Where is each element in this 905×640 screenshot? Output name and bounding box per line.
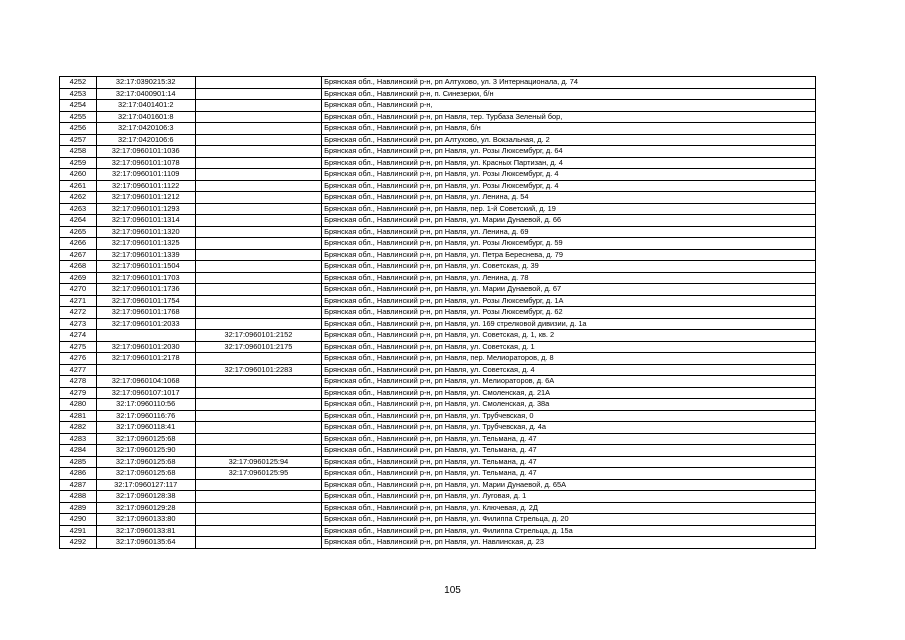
row-number-cell: 4263 xyxy=(60,203,97,215)
row-number-cell: 4255 xyxy=(60,111,97,123)
address-cell: Брянская обл., Навлинский р-н, рп Алтухово, ул. 3 Интернационала, д. 74 xyxy=(322,77,816,89)
row-number-cell: 4272 xyxy=(60,307,97,319)
cadastral-number-cell: 32:17:0960118:41 xyxy=(96,422,195,434)
address-cell: Брянская обл., Навлинский р-н, рп Навля, ул. Тельмана, д. 47 xyxy=(322,468,816,480)
row-number-cell: 4258 xyxy=(60,146,97,158)
address-cell: Брянская обл., Навлинский р-н, рп Навля, ул. Розы Люксембург, д. 4 xyxy=(322,169,816,181)
related-cadastral-number-cell xyxy=(195,514,322,526)
address-cell: Брянская обл., Навлинский р-н, рп Навля, ул. Трубчевская, 0 xyxy=(322,410,816,422)
table-row xyxy=(60,525,816,537)
address-cell: Брянская обл., Навлинский р-н, рп Навля, ул. Луговая, д. 1 xyxy=(322,491,816,503)
related-cadastral-number-cell xyxy=(195,525,322,537)
related-cadastral-number-cell xyxy=(195,410,322,422)
cadastral-number-cell: 32:17:0960129:28 xyxy=(96,502,195,514)
row-number-cell: 4257 xyxy=(60,134,97,146)
row-number-cell: 4277 xyxy=(60,364,97,376)
row-number-cell: 4259 xyxy=(60,157,97,169)
related-cadastral-number-cell xyxy=(195,77,322,89)
row-number-cell: 4287 xyxy=(60,479,97,491)
table-row xyxy=(60,226,816,238)
cadastral-number-cell: 32:17:0960133:80 xyxy=(96,514,195,526)
row-number-cell: 4254 xyxy=(60,100,97,112)
row-number-cell: 4268 xyxy=(60,261,97,273)
row-number-cell: 4267 xyxy=(60,249,97,261)
cadastral-number-cell: 32:17:0960101:1212 xyxy=(96,192,195,204)
address-cell: Брянская обл., Навлинский р-н, рп Алтухово, ул. Вокзальная, д. 2 xyxy=(322,134,816,146)
related-cadastral-number-cell xyxy=(195,238,322,250)
cadastral-number-cell: 32:17:0960101:1314 xyxy=(96,215,195,227)
cadastral-number-cell: 32:17:0960101:2030 xyxy=(96,341,195,353)
row-number-cell: 4282 xyxy=(60,422,97,434)
table-row xyxy=(60,77,816,89)
table-row xyxy=(60,100,816,112)
cadastral-number-cell: 32:17:0960128:38 xyxy=(96,491,195,503)
row-number-cell: 4270 xyxy=(60,284,97,296)
address-cell: Брянская обл., Навлинский р-н, рп Навля, пер. 1-й Советский, д. 19 xyxy=(322,203,816,215)
address-cell: Брянская обл., Навлинский р-н, рп Навля, ул. Ключевая, д. 2Д xyxy=(322,502,816,514)
related-cadastral-number-cell xyxy=(195,169,322,181)
related-cadastral-number-cell xyxy=(195,376,322,388)
row-number-cell: 4252 xyxy=(60,77,97,89)
row-number-cell: 4286 xyxy=(60,468,97,480)
table-row xyxy=(60,134,816,146)
cadastral-number-cell: 32:17:0960101:1320 xyxy=(96,226,195,238)
related-cadastral-number-cell xyxy=(195,157,322,169)
related-cadastral-number-cell xyxy=(195,249,322,261)
address-cell: Брянская обл., Навлинский р-н, рп Навля, ул. 169 стрелковой дивизии, д. 1а xyxy=(322,318,816,330)
address-cell: Брянская обл., Навлинский р-н, рп Навля, ул. Петра Береснева, д. 79 xyxy=(322,249,816,261)
table-row xyxy=(60,180,816,192)
table-row xyxy=(60,445,816,457)
related-cadastral-number-cell xyxy=(195,146,322,158)
related-cadastral-number-cell xyxy=(195,445,322,457)
table-row xyxy=(60,88,816,100)
cadastral-number-cell: 32:17:0960101:1504 xyxy=(96,261,195,273)
address-cell: Брянская обл., Навлинский р-н, рп Навля, ул. Тельмана, д. 47 xyxy=(322,456,816,468)
address-cell: Брянская обл., Навлинский р-н, рп Навля, ул. Тельмана, д. 47 xyxy=(322,433,816,445)
cadastral-number-cell: 32:17:0960133:81 xyxy=(96,525,195,537)
cadastral-number-cell: 32:17:0960101:1325 xyxy=(96,238,195,250)
related-cadastral-number-cell xyxy=(195,272,322,284)
table-row xyxy=(60,479,816,491)
related-cadastral-number-cell xyxy=(195,318,322,330)
row-number-cell: 4281 xyxy=(60,410,97,422)
cadastral-number-cell: 32:17:0960101:1754 xyxy=(96,295,195,307)
address-cell: Брянская обл., Навлинский р-н, рп Навля, ул. Трубчевская, д. 4а xyxy=(322,422,816,434)
address-cell: Брянская обл., Навлинский р-н, п. Синезерки, б/н xyxy=(322,88,816,100)
row-number-cell: 4290 xyxy=(60,514,97,526)
row-number-cell: 4279 xyxy=(60,387,97,399)
table-row xyxy=(60,146,816,158)
cadastral-number-cell: 32:17:0401601:8 xyxy=(96,111,195,123)
table-row xyxy=(60,169,816,181)
related-cadastral-number-cell: 32:17:0960125:94 xyxy=(195,456,322,468)
row-number-cell: 4256 xyxy=(60,123,97,135)
cadastral-number-cell: 32:17:0960125:68 xyxy=(96,468,195,480)
table-row xyxy=(60,330,816,342)
related-cadastral-number-cell xyxy=(195,123,322,135)
cadastral-number-cell: 32:17:0960125:68 xyxy=(96,456,195,468)
address-cell: Брянская обл., Навлинский р-н, рп Навля, ул. Красных Партизан, д. 4 xyxy=(322,157,816,169)
table-row xyxy=(60,318,816,330)
cadastral-number-cell: 32:17:0420106:3 xyxy=(96,123,195,135)
address-cell: Брянская обл., Навлинский р-н, xyxy=(322,100,816,112)
address-cell: Брянская обл., Навлинский р-н, рп Навля, ул. Розы Люксембург, д. 62 xyxy=(322,307,816,319)
related-cadastral-number-cell xyxy=(195,180,322,192)
address-cell: Брянская обл., Навлинский р-н, рп Навля, тер. Турбаза Зеленый бор, xyxy=(322,111,816,123)
address-cell: Брянская обл., Навлинский р-н, рп Навля, ул. Розы Люксембург, д. 59 xyxy=(322,238,816,250)
table-row xyxy=(60,422,816,434)
table-row xyxy=(60,376,816,388)
table-row xyxy=(60,433,816,445)
address-cell: Брянская обл., Навлинский р-н, рп Навля, ул. Ленина, д. 78 xyxy=(322,272,816,284)
table-row xyxy=(60,215,816,227)
row-number-cell: 4291 xyxy=(60,525,97,537)
row-number-cell: 4253 xyxy=(60,88,97,100)
table-row xyxy=(60,514,816,526)
table-row xyxy=(60,261,816,273)
cadastral-number-cell: 32:17:0401401:2 xyxy=(96,100,195,112)
table-row xyxy=(60,399,816,411)
table-row xyxy=(60,203,816,215)
table-row xyxy=(60,111,816,123)
related-cadastral-number-cell xyxy=(195,491,322,503)
row-number-cell: 4261 xyxy=(60,180,97,192)
table-row xyxy=(60,387,816,399)
address-cell: Брянская обл., Навлинский р-н, рп Навля, ул. Советская, д. 39 xyxy=(322,261,816,273)
address-cell: Брянская обл., Навлинский р-н, рп Навля, ул. Марии Дунаевой, д. 65А xyxy=(322,479,816,491)
cadastral-number-cell: 32:17:0400901:14 xyxy=(96,88,195,100)
related-cadastral-number-cell xyxy=(195,100,322,112)
row-number-cell: 4276 xyxy=(60,353,97,365)
cadastral-number-cell: 32:17:0960135:64 xyxy=(96,537,195,549)
cadastral-number-cell: 32:17:0960101:1078 xyxy=(96,157,195,169)
cadastral-number-cell: 32:17:0960101:1036 xyxy=(96,146,195,158)
table-row xyxy=(60,272,816,284)
table-row xyxy=(60,410,816,422)
related-cadastral-number-cell xyxy=(195,88,322,100)
address-cell: Брянская обл., Навлинский р-н, рп Навля, ул. Марии Дунаевой, д. 67 xyxy=(322,284,816,296)
cadastral-number-cell: 32:17:0960110:56 xyxy=(96,399,195,411)
row-number-cell: 4271 xyxy=(60,295,97,307)
row-number-cell: 4265 xyxy=(60,226,97,238)
row-number-cell: 4262 xyxy=(60,192,97,204)
related-cadastral-number-cell xyxy=(195,399,322,411)
related-cadastral-number-cell xyxy=(195,203,322,215)
related-cadastral-number-cell: 32:17:0960101:2152 xyxy=(195,330,322,342)
cadastral-number-cell: 32:17:0390215:32 xyxy=(96,77,195,89)
related-cadastral-number-cell xyxy=(195,261,322,273)
address-cell: Брянская обл., Навлинский р-н, рп Навля, ул. Розы Люксембург, д. 64 xyxy=(322,146,816,158)
row-number-cell: 4285 xyxy=(60,456,97,468)
related-cadastral-number-cell xyxy=(195,537,322,549)
address-cell: Брянская обл., Навлинский р-н, рп Навля, ул. Советская, д. 4 xyxy=(322,364,816,376)
cadastral-number-cell: 32:17:0960125:90 xyxy=(96,445,195,457)
address-cell: Брянская обл., Навлинский р-н, рп Навля, ул. Марии Дунаевой, д. 66 xyxy=(322,215,816,227)
cadastral-number-cell: 32:17:0960101:1122 xyxy=(96,180,195,192)
table-row xyxy=(60,295,816,307)
related-cadastral-number-cell xyxy=(195,502,322,514)
address-cell: Брянская обл., Навлинский р-н, рп Навля, ул. Ленина, д. 54 xyxy=(322,192,816,204)
row-number-cell: 4269 xyxy=(60,272,97,284)
cadastral-number-cell: 32:17:0960125:68 xyxy=(96,433,195,445)
address-cell: Брянская обл., Навлинский р-н, рп Навля, ул. Тельмана, д. 47 xyxy=(322,445,816,457)
address-cell: Брянская обл., Навлинский р-н, рп Навля, ул. Ленина, д. 69 xyxy=(322,226,816,238)
related-cadastral-number-cell xyxy=(195,215,322,227)
cadastral-number-cell: 32:17:0960101:1703 xyxy=(96,272,195,284)
address-cell: Брянская обл., Навлинский р-н, рп Навля, б/н xyxy=(322,123,816,135)
cadastral-number-cell: 32:17:0960101:1293 xyxy=(96,203,195,215)
cadastral-number-cell: 32:17:0960116:76 xyxy=(96,410,195,422)
related-cadastral-number-cell: 32:17:0960101:2283 xyxy=(195,364,322,376)
row-number-cell: 4278 xyxy=(60,376,97,388)
table-row xyxy=(60,249,816,261)
cadastral-number-cell: 32:17:0420106:6 xyxy=(96,134,195,146)
cadastral-number-cell: 32:17:0960104:1068 xyxy=(96,376,195,388)
cadastral-number-cell: 32:17:0960101:1768 xyxy=(96,307,195,319)
address-cell: Брянская обл., Навлинский р-н, рп Навля, ул. Советская, д. 1 xyxy=(322,341,816,353)
table-row xyxy=(60,307,816,319)
row-number-cell: 4274 xyxy=(60,330,97,342)
row-number-cell: 4292 xyxy=(60,537,97,549)
address-cell: Брянская обл., Навлинский р-н, рп Навля, ул. Советская, д. 1, кв. 2 xyxy=(322,330,816,342)
row-number-cell: 4266 xyxy=(60,238,97,250)
property-table-body xyxy=(60,77,816,549)
address-cell: Брянская обл., Навлинский р-н, рп Навля, пер. Мелиораторов, д. 8 xyxy=(322,353,816,365)
row-number-cell: 4283 xyxy=(60,433,97,445)
cadastral-number-cell: 32:17:0960101:2178 xyxy=(96,353,195,365)
related-cadastral-number-cell xyxy=(195,422,322,434)
row-number-cell: 4264 xyxy=(60,215,97,227)
cadastral-number-cell: 32:17:0960107:1017 xyxy=(96,387,195,399)
cadastral-number-cell xyxy=(96,330,195,342)
table-row xyxy=(60,353,816,365)
cadastral-number-cell: 32:17:0960101:1339 xyxy=(96,249,195,261)
property-table xyxy=(59,76,816,549)
table-row xyxy=(60,456,816,468)
related-cadastral-number-cell xyxy=(195,295,322,307)
row-number-cell: 4288 xyxy=(60,491,97,503)
row-number-cell: 4273 xyxy=(60,318,97,330)
cadastral-number-cell: 32:17:0960127:117 xyxy=(96,479,195,491)
related-cadastral-number-cell xyxy=(195,433,322,445)
cadastral-number-cell xyxy=(96,364,195,376)
table-row xyxy=(60,537,816,549)
address-cell: Брянская обл., Навлинский р-н, рп Навля, ул. Розы Люксембург, д. 4 xyxy=(322,180,816,192)
related-cadastral-number-cell xyxy=(195,284,322,296)
row-number-cell: 4289 xyxy=(60,502,97,514)
related-cadastral-number-cell xyxy=(195,192,322,204)
page-number: 105 xyxy=(444,585,461,596)
related-cadastral-number-cell xyxy=(195,111,322,123)
table-row xyxy=(60,502,816,514)
address-cell: Брянская обл., Навлинский р-н, рп Навля, ул. Мелиораторов, д. 6А xyxy=(322,376,816,388)
related-cadastral-number-cell: 32:17:0960101:2175 xyxy=(195,341,322,353)
row-number-cell: 4275 xyxy=(60,341,97,353)
row-number-cell: 4280 xyxy=(60,399,97,411)
related-cadastral-number-cell xyxy=(195,307,322,319)
table-row xyxy=(60,364,816,376)
table-row xyxy=(60,491,816,503)
table-row xyxy=(60,284,816,296)
address-cell: Брянская обл., Навлинский р-н, рп Навля, ул. Розы Люксембург, д. 1А xyxy=(322,295,816,307)
table-row xyxy=(60,123,816,135)
table-row xyxy=(60,192,816,204)
related-cadastral-number-cell xyxy=(195,226,322,238)
address-cell: Брянская обл., Навлинский р-н, рп Навля, ул. Навлинская, д. 23 xyxy=(322,537,816,549)
related-cadastral-number-cell: 32:17:0960125:95 xyxy=(195,468,322,480)
row-number-cell: 4284 xyxy=(60,445,97,457)
table-row xyxy=(60,238,816,250)
cadastral-number-cell: 32:17:0960101:1736 xyxy=(96,284,195,296)
row-number-cell: 4260 xyxy=(60,169,97,181)
related-cadastral-number-cell xyxy=(195,479,322,491)
related-cadastral-number-cell xyxy=(195,134,322,146)
address-cell: Брянская обл., Навлинский р-н, рп Навля, ул. Филиппа Стрельца, д. 20 xyxy=(322,514,816,526)
address-cell: Брянская обл., Навлинский р-н, рп Навля, ул. Филиппа Стрельца, д. 15а xyxy=(322,525,816,537)
table-row xyxy=(60,468,816,480)
address-cell: Брянская обл., Навлинский р-н, рп Навля, ул. Смоленская, д. 38а xyxy=(322,399,816,411)
related-cadastral-number-cell xyxy=(195,353,322,365)
cadastral-number-cell: 32:17:0960101:1109 xyxy=(96,169,195,181)
table-row xyxy=(60,157,816,169)
related-cadastral-number-cell xyxy=(195,387,322,399)
address-cell: Брянская обл., Навлинский р-н, рп Навля, ул. Смоленская, д. 21А xyxy=(322,387,816,399)
cadastral-number-cell: 32:17:0960101:2033 xyxy=(96,318,195,330)
table-row xyxy=(60,341,816,353)
